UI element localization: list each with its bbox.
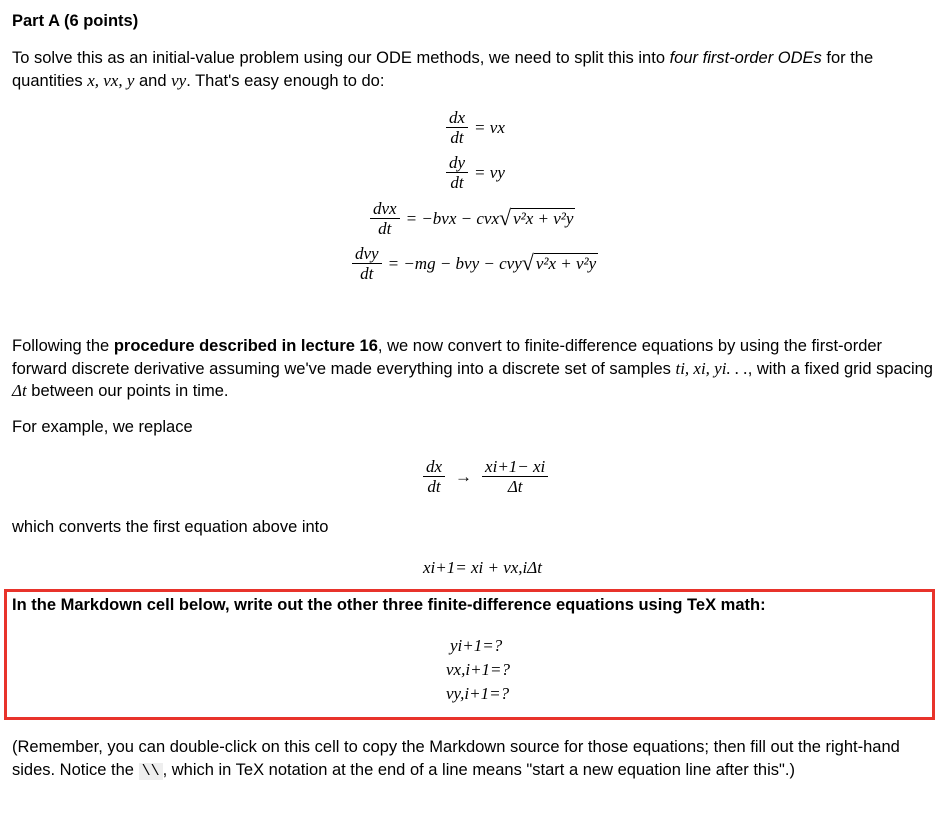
- intro-text-1: To solve this as an initial-value problem using our ODE methods, we need to split this into: [12, 49, 670, 67]
- converts-equation: xi+1= xi + vx,iΔt: [423, 558, 542, 577]
- line-break-code: \\: [139, 763, 163, 780]
- ode-eq-4: [352, 244, 598, 283]
- following-text-1: Following the: [12, 337, 114, 355]
- example-equation: [423, 457, 548, 496]
- samples-math: ti, xi, yi. . .: [675, 358, 748, 378]
- ode-eq-2: [446, 153, 505, 192]
- following-paragraph: [12, 335, 936, 403]
- intro-var-last: vy: [171, 70, 187, 90]
- remember-text-2: , which in TeX notation at the end of a line means "start a new equation line after this".): [162, 760, 795, 779]
- task-eq-3: vy,i+1=?: [446, 684, 510, 703]
- task-eq-1: yi+1=?: [450, 636, 503, 655]
- ode-eq-3-frac: $\frac{\text{dvx}}{dt}$: [370, 199, 400, 238]
- ode-eq-2-rhs: = vy: [474, 162, 505, 182]
- ode-eq-4-rhs: = −mg − bvy − cvy: [387, 253, 522, 273]
- intro-text-2: for the quantities: [12, 49, 874, 90]
- intro-paragraph: [12, 47, 936, 92]
- remember-text-1: (Remember, you can double-click on this cell to copy the Markdown source for those equations; then fill out the right-hand sides. Notice the: [12, 738, 900, 779]
- delta-t-math: Δt: [12, 381, 27, 400]
- intro-emphasis: four first-order ODEs: [669, 49, 822, 67]
- remember-paragraph: [12, 736, 936, 783]
- following-text-4: between our points in time.: [26, 382, 229, 400]
- ode-eq-4-sqrt: √ v²x + v²y: [521, 250, 597, 275]
- ode-eq-1-frac: $\frac{dx}{dt}$: [446, 108, 468, 147]
- example-lhs-frac: $\frac{dx}{dt}$: [423, 457, 445, 496]
- example-rhs-frac: $\frac{xi+1- xi}{\Delta t}$: [482, 457, 548, 496]
- intro-vars: x, vx, y: [87, 70, 135, 90]
- lecture-reference: procedure described in lecture 16: [113, 337, 378, 355]
- following-text-2: , we now convert to finite-difference equations by using the first-order forward discrete derivative assuming we've made everything into a discrete set of samples: [12, 337, 883, 378]
- ode-eq-1-rhs: = vx: [474, 117, 505, 137]
- task-instruction: In the Markdown cell below, write out the other three finite-difference equations using TeX math:: [12, 596, 766, 614]
- ode-eq-3-rhs: = −bvx − cvx: [405, 208, 499, 228]
- intro-text-4: . That's easy enough to do:: [186, 71, 385, 90]
- section-heading: Part A (6 points): [12, 12, 139, 30]
- example-label: For example, we replace: [12, 418, 193, 436]
- ode-eq-1: [446, 108, 505, 147]
- ode-eq-4-frac: $\frac{\text{dvy}}{dt}$: [352, 244, 382, 283]
- intro-text-3: and: [134, 71, 172, 90]
- ode-eq-3-sqrt: √ v²x + v²y: [499, 205, 574, 230]
- converts-label: which converts the first equation above into: [12, 518, 329, 536]
- ode-eq-3: [370, 199, 575, 238]
- ode-eq-2-frac: $\frac{dy}{dt}$: [446, 153, 468, 192]
- arrow-icon: →: [455, 466, 473, 486]
- following-text-3: , with a fixed grid spacing: [747, 359, 933, 378]
- task-eq-2: vx,i+1=?: [446, 660, 511, 679]
